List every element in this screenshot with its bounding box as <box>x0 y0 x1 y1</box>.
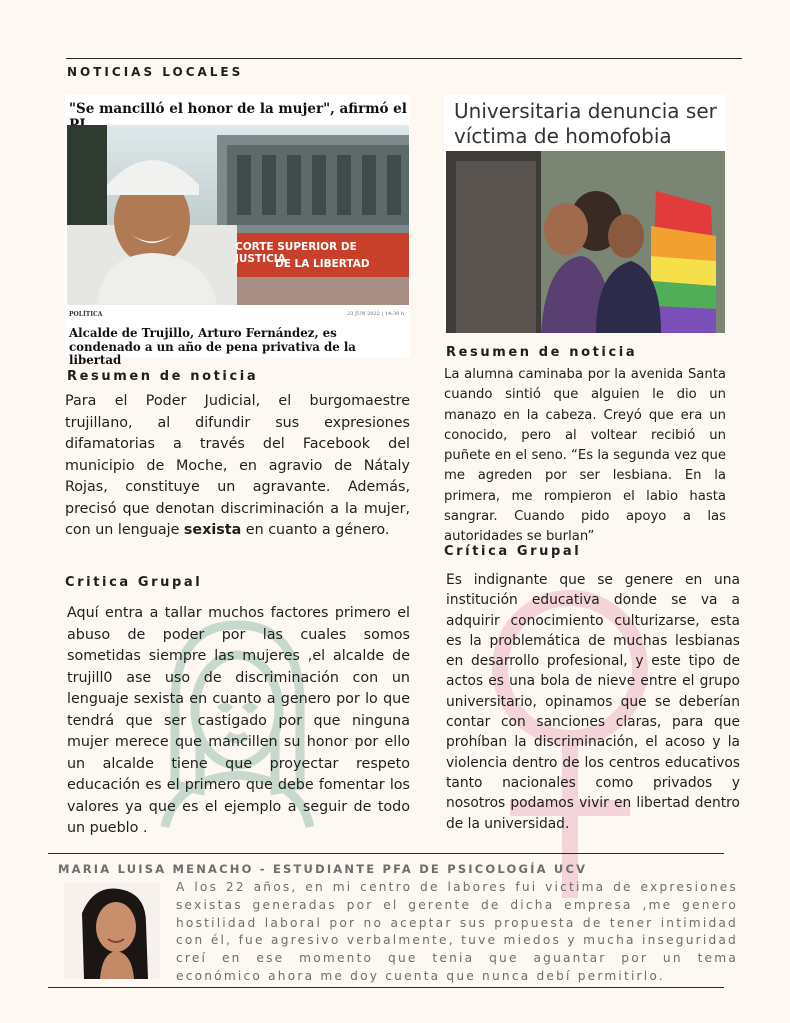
right-critique-text: Es indignante que se genere en una institución educativa donde se va a adquirir conocimiento culturizarse, esta es la problemática de muchas lesbianas en desarrollo profesional, y este tipo de actos es una bola de nieve entre el grupo universitario, opinamos que se deberían contar con sanciones claras, para que prohíban la discriminación, el acoso y la violencia dentro de los centros educativos tanto nacionales como privados y nosotros podamos vivir en libertad dentro de la universidad. <box>446 572 740 832</box>
mayor-court-photo <box>67 125 409 305</box>
court-sign-line-2: DE LA LIBERTAD <box>275 258 370 270</box>
clipping-caption: Alcalde de Trujillo, Arturo Fernández, es condenado a un año de pena privativa de la libertad <box>69 326 356 367</box>
woman-portrait-photo <box>64 883 160 979</box>
testimony-heading: MARIA LUISA MENACHO - ESTUDIANTE PFA DE PSICOLOGÍA UCV <box>58 862 588 876</box>
clipping-headline: "Se mancilló el honor de la mujer", afirmó el <box>69 101 407 117</box>
testimony-text: A los 22 años, en mi centro de labores fui victima de expresiones sexistas generadas por el gerente de dicha empresa ,me genero hostilidad laboral por no aceptar sus propuesta de tener intimidad con él, fue agresivo verbalmente, tuve miedos y mucha inseguridad creí en ese momento que tenia que aguantar por un tema económico ahora me doy cuenta que nunca debí permitirlo. <box>176 880 738 983</box>
left-summary-bold-word: sexista <box>183 522 242 538</box>
left-summary-heading: Resumen de noticia <box>67 369 259 384</box>
right-summary-heading: Resumen de noticia <box>446 345 638 360</box>
testimony-avatar <box>64 883 160 979</box>
left-critique-text: Aquí entra a tallar muchos factores primero el abuso de poder por las cuales somos sometidas siempre las mujeres ,el alcalde de trujill0 ase uso de discriminación con un lenguaje sexista en cuanto a genero por lo que tendrá que ser castigado por que ninguna mujer merece que mancillen su honor por ello un alcalde tiene que proyectar respeto educación es el primero que debe fomentar los valores ya que es el ejemplo a seguir de todo un pueblo . <box>67 605 410 836</box>
right-summary-text: La alumna caminaba por la avenida Santa cuando sintió que alguien le dio un manazo en la cabeza. Creyó que era un conocido, pero al voltear recibió un puñete en el seno. “Es la segunda vez que me agreden por ser lesbiana. En la primera, me rompieron el labio hasta sangrar. Cuando pido apoyo a las autoridades se burlan” <box>444 367 726 545</box>
section-label: NOTICIAS LOCALES <box>67 65 244 79</box>
testimony-bottom-rule <box>48 987 724 988</box>
couple-pride-flag-photo <box>446 151 725 333</box>
right-news-clipping <box>444 95 726 333</box>
top-rule <box>66 58 742 59</box>
left-critique-heading: Critica Grupal <box>65 575 203 590</box>
testimony-top-rule <box>48 853 724 854</box>
left-news-clipping <box>65 95 410 367</box>
right-clipping-photo <box>446 151 725 333</box>
right-clipping-headline: Universitaria denuncia ser víctima de homofobia <box>454 99 717 148</box>
left-summary-text-start: Para el Poder Judicial, el burgomaestre trujillano, al difundir sus expresiones difamatorias a través del Facebook del municipio de Moche, en agravio de Nátaly Rojas, constituye un agravante. Además, precisó que denotan discriminación a la mujer, con un lenguaje <box>65 393 410 538</box>
clipping-date: 23 JUN 2022 | 14:39 h <box>347 311 404 317</box>
court-sign-line-1: CORTE SUPERIOR DE JUSTICIA <box>235 241 357 265</box>
clipping-section-tag: POLÍTICA <box>69 311 103 318</box>
clipping-photo <box>67 125 409 305</box>
right-critique-heading: Crítica Grupal <box>444 544 582 559</box>
left-summary-text <box>65 391 410 542</box>
left-summary-text-end: en cuanto a género. <box>241 522 390 538</box>
